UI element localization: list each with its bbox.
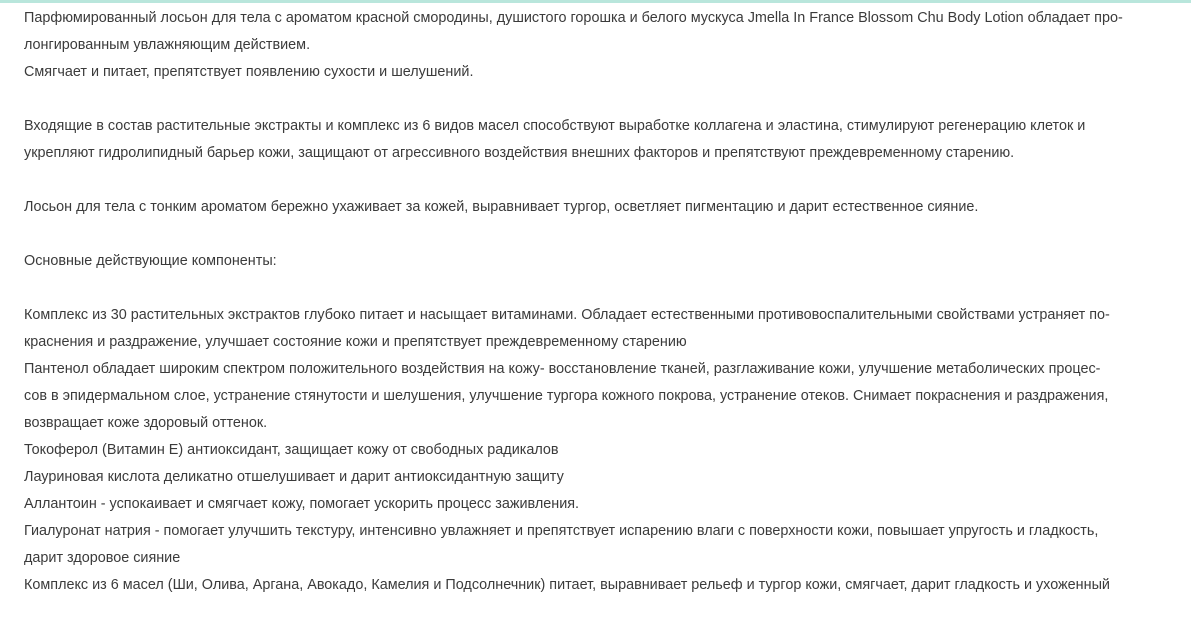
- text-line: краснения и раздражение, улучшает состояние кожи и препятствует преждевременному старению: [24, 334, 687, 350]
- text-line: Пантенол обладает широким спектром положительного воздействия на кожу- восстановление тканей, разглаживание кожи, улучшение метаболических процес-: [24, 361, 1101, 377]
- text-line: Комплекс из 6 масел (Ши, Олива, Аргана, Авокадо, Камелия и Подсолнечник) питает, выравнивает рельеф и тургор кожи, смягчает, дарит гладкость и ухоженный: [24, 577, 1110, 593]
- text-line: Лауриновая кислота деликатно отшелушивает и дарит антиоксидантную защиту: [24, 469, 564, 485]
- text-line: Парфюмированный лосьон для тела с ароматом красной смородины, душистого горошка и белого мускуса Jmella In France Blossom Chu Body Lotion обладает про-: [24, 10, 1123, 26]
- text-line: Лосьон для тела с тонким ароматом бережно ухаживает за кожей, выравнивает тургор, осветляет пигментацию и дарит естественное сияние.: [24, 199, 979, 215]
- text-line: Смягчает и питает, препятствует появлению сухости и шелушений.: [24, 64, 474, 80]
- text-line: Токоферол (Витамин E) антиоксидант, защищает кожу от свободных радикалов: [24, 442, 559, 458]
- paragraph-intro: [24, 5, 1181, 86]
- text-line: Аллантоин - успокаивает и смягчает кожу, помогает ускорить процесс заживления.: [24, 496, 580, 512]
- text-line: Входящие в состав растительные экстракты и комплекс из 6 видов масел способствуют выработке коллагена и эластина, стимулируют регенерацию клеток и: [24, 118, 1086, 134]
- paragraph-aroma: [24, 194, 1181, 221]
- paragraph-gap: [24, 275, 1181, 302]
- paragraph-gap: [24, 221, 1181, 248]
- text-line: Комплекс из 30 растительных экстрактов глубоко питает и насыщает витаминами. Обладает естественными противовоспалительными свойствами устраняет по-: [24, 307, 1110, 323]
- text-line: Основные действующие компоненты:: [24, 253, 277, 269]
- text-line: Гиалуронат натрия - помогает улучшить текстуру, интенсивно увлажняет и препятствует испарению влаги с поверхности кожи, повышает упругость и гладкость,: [24, 523, 1099, 539]
- paragraph-components-heading: [24, 248, 1181, 275]
- text-line: сов в эпидермальном слое, устранение стянутости и шелушения, улучшение тургора кожного покрова, устранение отеков. Снимает покраснения и раздражения,: [24, 388, 1109, 404]
- paragraph-gap: [24, 167, 1181, 194]
- paragraph-extracts: [24, 113, 1181, 167]
- text-line: лонгированным увлажняющим действием.: [24, 37, 311, 53]
- text-line: возвращает коже здоровый оттенок.: [24, 415, 268, 431]
- paragraph-gap: [24, 86, 1181, 113]
- text-line: дарит здоровое сияние: [24, 550, 181, 566]
- paragraph-components-list: [24, 302, 1181, 599]
- text-line: укрепляют гидролипидный барьер кожи, защищают от агрессивного воздействия внешних факторов и препятствуют преждевременному старению.: [24, 145, 1015, 161]
